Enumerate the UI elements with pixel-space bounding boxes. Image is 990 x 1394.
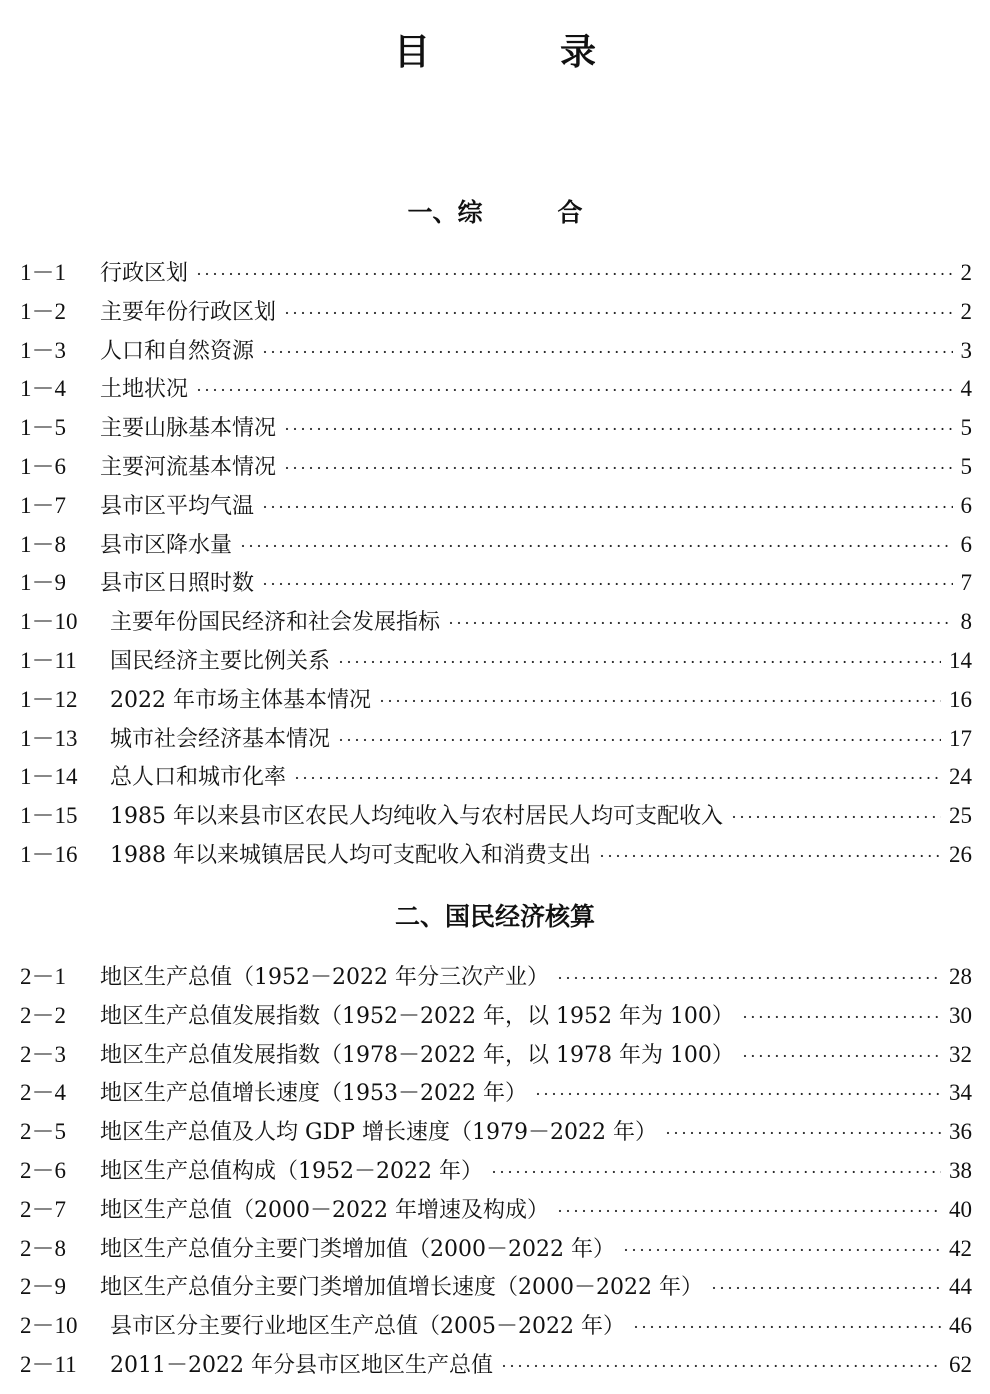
toc-entry-number: 2－7 xyxy=(20,1196,66,1222)
toc-entry-title: 地区生产总值（2000－2022 年增速及构成） xyxy=(100,1197,549,1223)
toc-entry-title: 县市区日照时数 xyxy=(100,571,255,597)
toc-entry-page: 3 xyxy=(960,337,972,363)
toc-entry-number: 2－11 xyxy=(20,1351,77,1377)
toc-entry-title: 县市区降水量 xyxy=(100,532,233,558)
toc-entry-title: 2011－2022 年分县市区地区生产总值 xyxy=(110,1352,493,1378)
toc-entry-title: 城市社会经济基本情况 xyxy=(110,726,331,752)
toc-entry-page: 28 xyxy=(949,964,972,989)
toc-dot-leader xyxy=(557,959,941,998)
toc-list-general xyxy=(20,254,972,875)
toc-entry-title: 国民经济主要比例关系 xyxy=(110,648,331,674)
toc-dot-leader xyxy=(742,998,941,1037)
toc-dot-leader xyxy=(665,1114,941,1153)
toc-dot-leader xyxy=(284,294,952,333)
toc-entry-number: 1－9 xyxy=(20,570,66,596)
toc-entry-page: 6 xyxy=(960,531,972,557)
toc-dot-leader xyxy=(535,1075,941,1114)
toc-entry[interactable] xyxy=(20,997,972,1036)
toc-entry[interactable] xyxy=(20,1346,972,1385)
toc-entry-number: 2－1 xyxy=(20,964,66,989)
toc-entry-number: 1－10 xyxy=(20,609,78,635)
toc-entry-page: 14 xyxy=(949,647,972,673)
toc-dot-leader xyxy=(557,1192,941,1231)
toc-dot-leader xyxy=(711,1269,941,1308)
toc-entry-page: 32 xyxy=(949,1041,972,1067)
toc-dot-leader xyxy=(501,1347,941,1386)
toc-entry-title: 行政区划 xyxy=(100,261,189,286)
toc-entry-number: 1－2 xyxy=(20,298,66,324)
toc-entry-title: 地区生产总值增长速度（1953－2022 年） xyxy=(100,1081,527,1107)
toc-list-national-accounts xyxy=(20,958,972,1385)
toc-dot-leader xyxy=(338,721,941,760)
toc-entry-title: 地区生产总值及人均 GDP 增长速度（1979－2022 年） xyxy=(100,1120,657,1146)
section-heading-text: 一、综 合 xyxy=(407,198,583,227)
toc-entry[interactable] xyxy=(20,487,972,526)
toc-entry-page: 40 xyxy=(949,1196,972,1222)
toc-entry[interactable] xyxy=(20,958,972,997)
toc-entry[interactable] xyxy=(20,1152,972,1191)
toc-entry-title: 总人口和城市化率 xyxy=(110,765,287,791)
toc-dot-leader xyxy=(196,255,952,294)
toc-entry[interactable] xyxy=(20,526,972,565)
toc-entry[interactable] xyxy=(20,564,972,603)
toc-entry[interactable] xyxy=(20,1113,972,1152)
toc-entry-page: 25 xyxy=(949,803,972,829)
toc-entry-number: 1－5 xyxy=(20,415,66,441)
toc-dot-leader xyxy=(196,371,952,410)
toc-entry-title: 县市区平均气温 xyxy=(100,493,255,519)
toc-dot-leader xyxy=(742,1037,941,1076)
toc-entry[interactable] xyxy=(20,720,972,759)
toc-entry-number: 1－1 xyxy=(20,260,66,285)
toc-entry-title: 地区生产总值发展指数（1978－2022 年，以 1978 年为 100） xyxy=(100,1042,734,1068)
toc-entry-number: 1－7 xyxy=(20,492,66,518)
toc-dot-leader xyxy=(599,837,941,876)
toc-entry[interactable] xyxy=(20,681,972,720)
toc-entry[interactable] xyxy=(20,1191,972,1230)
toc-entry-page: 24 xyxy=(949,764,972,790)
toc-entry-title: 1988 年以来城镇居民人均可支配收入和消费支出 xyxy=(110,842,591,868)
toc-entry-page: 5 xyxy=(960,415,972,441)
toc-entry-page: 4 xyxy=(960,376,972,402)
toc-entry-title: 1985 年以来县市区农民人均纯收入与农村居民人均可支配收入 xyxy=(110,804,723,830)
toc-dot-leader xyxy=(284,410,952,449)
toc-entry[interactable] xyxy=(20,836,972,875)
toc-entry-title: 县市区分主要行业地区生产总值（2005－2022 年） xyxy=(110,1314,625,1340)
toc-entry-page: 7 xyxy=(960,570,972,596)
toc-entry-title: 地区生产总值（1952－2022 年分三次产业） xyxy=(100,965,549,990)
toc-entry-page: 46 xyxy=(949,1313,972,1339)
toc-entry-number: 1－16 xyxy=(20,841,78,867)
toc-entry[interactable] xyxy=(20,1230,972,1269)
toc-dot-leader xyxy=(491,1153,941,1192)
toc-entry-page: 16 xyxy=(949,686,972,712)
toc-entry-page: 2 xyxy=(960,298,972,324)
toc-entry-number: 1－12 xyxy=(20,686,78,712)
toc-dot-leader xyxy=(284,449,952,488)
toc-dot-leader xyxy=(448,604,952,643)
section-heading-general xyxy=(0,196,990,230)
toc-entry-title: 人口和自然资源 xyxy=(100,338,255,364)
toc-entry[interactable] xyxy=(20,1074,972,1113)
toc-entry-number: 2－8 xyxy=(20,1235,66,1261)
toc-entry[interactable] xyxy=(20,1036,972,1075)
toc-entry-title: 地区生产总值分主要门类增加值增长速度（2000－2022 年） xyxy=(100,1275,703,1301)
toc-dot-leader xyxy=(262,333,952,372)
toc-entry-page: 8 xyxy=(960,609,972,635)
toc-entry-page: 6 xyxy=(960,492,972,518)
toc-entry-number: 2－2 xyxy=(20,1002,66,1028)
toc-entry-page: 44 xyxy=(949,1274,972,1300)
toc-entry-number: 1－11 xyxy=(20,647,77,673)
toc-entry[interactable] xyxy=(20,642,972,681)
toc-dot-leader xyxy=(240,527,952,566)
toc-entry-number: 1－14 xyxy=(20,764,78,790)
toc-entry-number: 1－4 xyxy=(20,376,66,402)
page-title: 目录 xyxy=(393,32,726,73)
toc-entry-page: 17 xyxy=(949,725,972,751)
toc-entry-title: 主要河流基本情况 xyxy=(100,454,277,480)
toc-entry-number: 1－8 xyxy=(20,531,66,557)
toc-entry-page: 26 xyxy=(949,841,972,867)
toc-dot-leader xyxy=(731,798,941,837)
toc-entry-page: 62 xyxy=(949,1351,972,1377)
toc-entry-title: 地区生产总值分主要门类增加值（2000－2022 年） xyxy=(100,1236,615,1262)
toc-entry[interactable] xyxy=(20,332,972,371)
toc-dot-leader xyxy=(379,682,941,721)
toc-entry-page: 5 xyxy=(960,453,972,479)
toc-dot-leader xyxy=(633,1308,941,1347)
toc-entry-number: 1－6 xyxy=(20,453,66,479)
toc-entry-number: 2－10 xyxy=(20,1313,78,1339)
toc-entry-number: 1－13 xyxy=(20,725,78,751)
toc-entry[interactable] xyxy=(20,1268,972,1307)
toc-entry-title: 主要年份行政区划 xyxy=(100,299,277,325)
toc-dot-leader xyxy=(623,1231,941,1270)
toc-entry[interactable] xyxy=(20,448,972,487)
toc-entry[interactable] xyxy=(20,409,972,448)
toc-entry-title: 主要年份国民经济和社会发展指标 xyxy=(110,610,441,636)
toc-entry[interactable] xyxy=(20,1307,972,1346)
toc-entry[interactable] xyxy=(20,370,972,409)
toc-entry-page: 34 xyxy=(949,1080,972,1106)
toc-entry-title: 地区生产总值发展指数（1952－2022 年，以 1952 年为 100） xyxy=(100,1003,734,1029)
toc-entry-title: 地区生产总值构成（1952－2022 年） xyxy=(100,1158,483,1184)
toc-entry[interactable] xyxy=(20,293,972,332)
toc-entry-page: 2 xyxy=(960,260,972,285)
toc-dot-leader xyxy=(338,643,941,682)
toc-entry-page: 30 xyxy=(949,1002,972,1028)
toc-entry-number: 2－5 xyxy=(20,1119,66,1145)
toc-entry-number: 1－15 xyxy=(20,803,78,829)
toc-entry-page: 42 xyxy=(949,1235,972,1261)
toc-entry-title: 2022 年市场主体基本情况 xyxy=(110,687,371,713)
section-heading-text: 二、国民经济核算 xyxy=(394,902,595,931)
toc-entry-number: 1－3 xyxy=(20,337,66,363)
toc-entry[interactable] xyxy=(20,758,972,797)
toc-entry-page: 38 xyxy=(949,1157,972,1183)
toc-entry[interactable] xyxy=(20,603,972,642)
toc-dot-leader xyxy=(262,565,952,604)
toc-entry-number: 2－6 xyxy=(20,1157,66,1183)
toc-entry-number: 2－3 xyxy=(20,1041,66,1067)
toc-entry-page: 36 xyxy=(949,1119,972,1145)
section-heading-national-accounts xyxy=(0,900,990,934)
toc-entry-number: 2－4 xyxy=(20,1080,66,1106)
toc-dot-leader xyxy=(294,759,941,798)
toc-dot-leader xyxy=(262,488,952,527)
toc-entry[interactable] xyxy=(20,254,972,293)
toc-entry-title: 土地状况 xyxy=(100,377,189,403)
toc-entry-title: 主要山脉基本情况 xyxy=(100,416,277,442)
toc-entry-number: 2－9 xyxy=(20,1274,66,1300)
toc-entry[interactable] xyxy=(20,797,972,836)
